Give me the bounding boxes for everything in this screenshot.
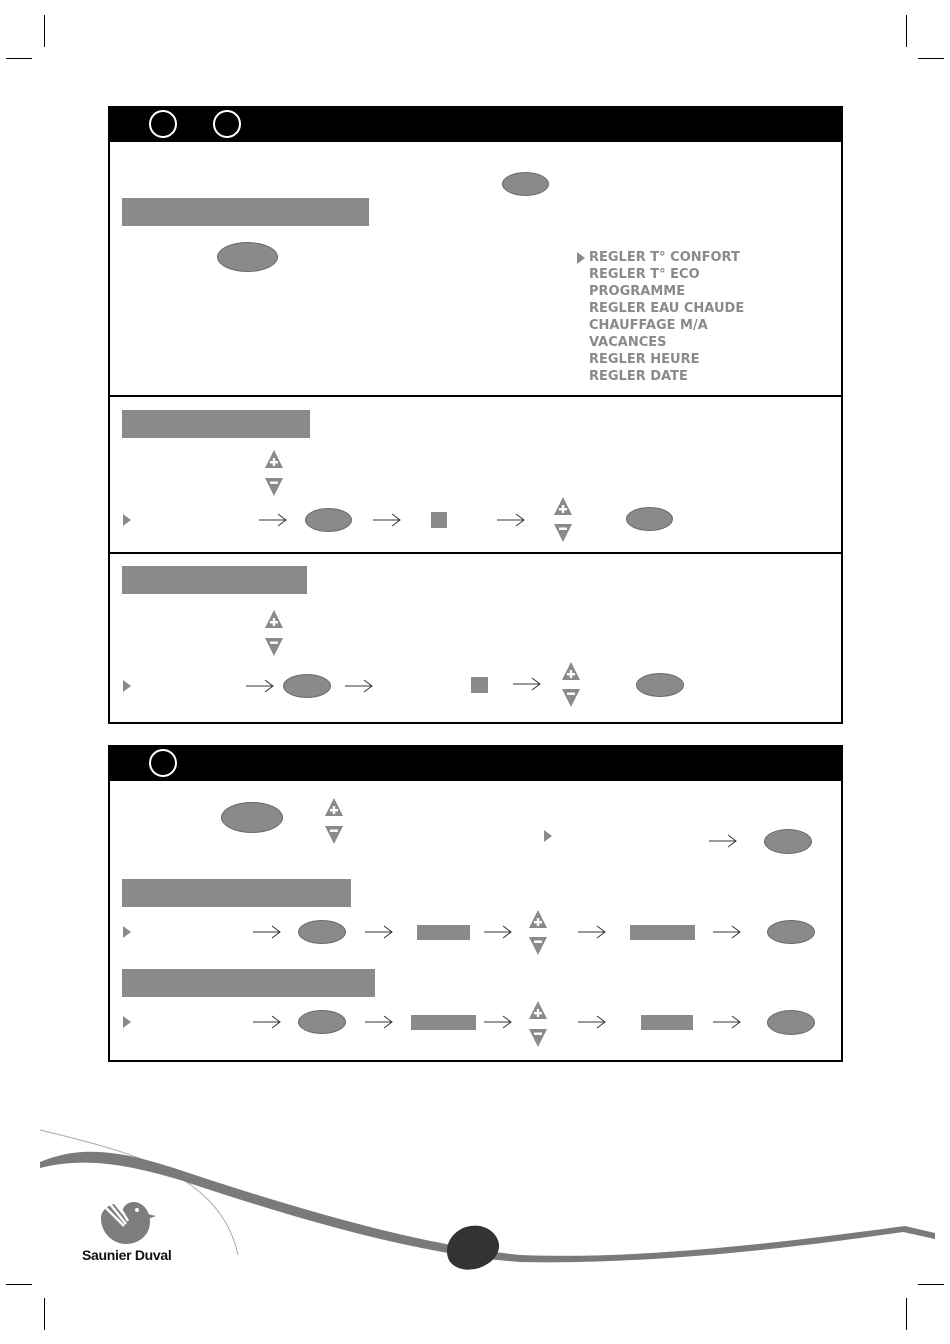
step-pointer-icon <box>543 829 553 843</box>
subsection-header <box>122 969 375 997</box>
header-circle <box>213 110 241 138</box>
arrow-right-icon <box>344 679 374 693</box>
plus-arrow-icon <box>553 496 573 516</box>
subsection-header <box>122 566 307 594</box>
crop-mark <box>6 58 32 59</box>
display-field-icon <box>417 925 470 940</box>
ok-button-icon <box>636 673 684 697</box>
divider <box>108 552 843 554</box>
plus-arrow-icon <box>528 909 548 929</box>
arrow-right-icon <box>483 1015 513 1029</box>
ok-button-icon <box>767 920 815 944</box>
plus-arrow-icon <box>264 609 284 629</box>
display-field-icon <box>411 1015 476 1030</box>
plus-arrow-icon <box>528 1000 548 1020</box>
section-header-bar <box>108 106 843 142</box>
minus-arrow-icon <box>324 825 344 845</box>
saunier-duval-bird-logo <box>96 1196 158 1248</box>
display-field-icon <box>641 1015 693 1030</box>
menu-list <box>589 249 744 385</box>
menu-item[interactable]: REGLER HEURE <box>589 352 700 367</box>
ok-button-icon <box>283 674 331 698</box>
arrow-right-icon <box>252 1015 282 1029</box>
plus-arrow-icon <box>561 661 581 681</box>
arrow-right-icon <box>245 679 275 693</box>
minus-arrow-icon <box>264 477 284 497</box>
divider <box>108 395 843 397</box>
arrow-right-icon <box>364 1015 394 1029</box>
step-pointer-icon <box>122 925 132 939</box>
minus-arrow-icon <box>264 637 284 657</box>
arrow-right-icon <box>577 925 607 939</box>
subsection-header <box>122 879 351 907</box>
menu-item[interactable]: CHAUFFAGE M/A <box>589 318 708 333</box>
arrow-right-icon <box>364 925 394 939</box>
ok-button-icon <box>298 920 346 944</box>
arrow-right-icon <box>258 513 288 527</box>
subsection-header <box>122 198 369 226</box>
arrow-right-icon <box>372 513 402 527</box>
crop-mark <box>918 58 944 59</box>
crop-mark <box>906 15 907 47</box>
minus-arrow-icon <box>553 523 573 543</box>
display-square-icon <box>431 512 447 528</box>
ok-button-icon <box>767 1010 815 1035</box>
arrow-right-icon <box>512 677 542 691</box>
plus-arrow-icon <box>264 449 284 469</box>
section-header-bar <box>108 745 843 781</box>
header-circle <box>149 749 177 777</box>
menu-button-icon <box>217 242 278 272</box>
menu-item[interactable]: VACANCES <box>589 335 667 350</box>
ok-button-icon <box>626 507 673 531</box>
menu-item[interactable]: REGLER T° CONFORT <box>589 250 740 265</box>
arrow-right-icon <box>483 925 513 939</box>
crop-mark <box>44 15 45 47</box>
menu-item[interactable]: REGLER EAU CHAUDE <box>589 301 745 316</box>
arrow-right-icon <box>577 1015 607 1029</box>
display-field-icon <box>630 925 695 940</box>
menu-button-icon <box>221 802 283 833</box>
plus-arrow-icon <box>324 797 344 817</box>
minus-arrow-icon <box>528 1028 548 1048</box>
header-circle <box>149 110 177 138</box>
arrow-right-icon <box>252 925 282 939</box>
selection-pointer-icon <box>576 251 586 265</box>
arrow-right-icon <box>712 1015 742 1029</box>
ok-button-icon <box>298 1010 346 1034</box>
minus-arrow-icon <box>528 936 548 956</box>
ok-button-icon <box>305 508 352 532</box>
ok-button-icon <box>764 829 812 854</box>
menu-item[interactable]: PROGRAMME <box>589 284 686 299</box>
brand-name: Saunier Duval <box>82 1247 172 1263</box>
menu-item[interactable]: REGLER T° ECO <box>589 267 700 282</box>
display-square-icon <box>471 677 488 693</box>
menu-item[interactable]: REGLER DATE <box>589 369 688 384</box>
arrow-right-icon <box>708 834 738 848</box>
step-pointer-icon <box>122 513 132 527</box>
subsection-header <box>122 410 310 438</box>
minus-arrow-icon <box>561 688 581 708</box>
arrow-right-icon <box>712 925 742 939</box>
step-pointer-icon <box>122 679 132 693</box>
menu-button-icon <box>502 172 549 196</box>
step-pointer-icon <box>122 1015 132 1029</box>
arrow-right-icon <box>496 513 526 527</box>
